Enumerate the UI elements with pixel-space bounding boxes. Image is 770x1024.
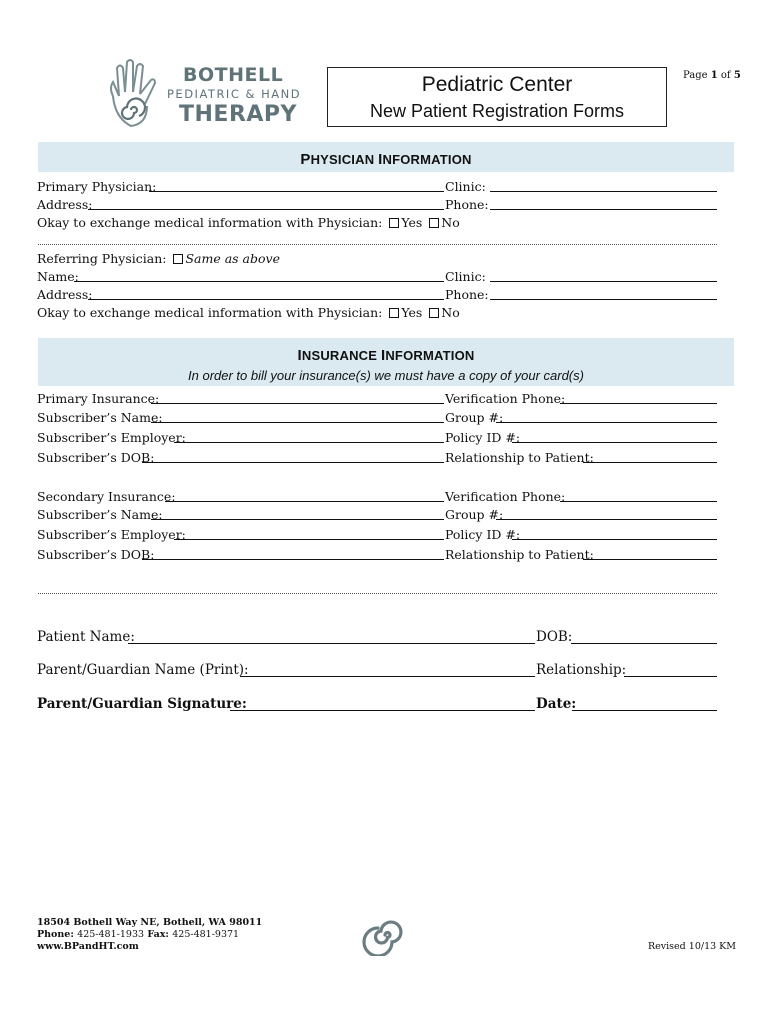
secondary-subscriber-employer-field[interactable] xyxy=(174,539,444,540)
guardian-relationship-field[interactable] xyxy=(624,676,717,677)
referring-physician-label: Referring Physician: xyxy=(37,251,167,266)
okay-exchange-row xyxy=(37,215,460,230)
address-label: Address: xyxy=(37,197,93,212)
same-as-above-label: Same as above xyxy=(185,251,280,266)
secondary-relationship-label: Relationship to Patient: xyxy=(445,547,594,562)
guardian-signature-label: Parent/Guardian Signature: xyxy=(37,696,247,712)
secondary-relationship-field[interactable] xyxy=(583,559,717,560)
hand-logo-icon xyxy=(105,58,167,130)
patient-dob-label: DOB: xyxy=(536,629,573,645)
primary-insurance-field[interactable] xyxy=(151,403,444,404)
page-subtitle: New Patient Registration Forms xyxy=(369,101,625,121)
yes-label: Yes xyxy=(401,215,423,230)
referring-address-label: Address: xyxy=(37,287,93,302)
yes-label: Yes xyxy=(401,305,423,320)
group-field[interactable] xyxy=(496,422,717,423)
footer-contact xyxy=(37,917,262,953)
signature-date-field[interactable] xyxy=(572,710,717,711)
subscriber-name-field[interactable] xyxy=(151,422,444,423)
physician-section-header xyxy=(38,142,734,172)
clinic-label: Clinic: xyxy=(445,179,486,194)
subscriber-name-label: Subscriber’s Name: xyxy=(37,410,163,425)
phone-label: Phone: xyxy=(445,197,489,212)
phone-field[interactable] xyxy=(490,209,717,210)
group-label: Group #: xyxy=(445,410,504,425)
verification-phone-field[interactable] xyxy=(560,403,717,404)
title-box xyxy=(327,67,667,127)
address-field[interactable] xyxy=(88,209,444,210)
secondary-insurance-label: Secondary Insurance: xyxy=(37,489,176,504)
secondary-policy-id-label: Policy ID #: xyxy=(445,527,521,542)
signature-date-label: Date: xyxy=(536,696,577,712)
page-number xyxy=(683,70,741,81)
referring-name-label: Name: xyxy=(37,269,79,284)
footer-website: www.BPandHT.com xyxy=(37,941,139,952)
secondary-group-label: Group #: xyxy=(445,507,504,522)
clinic-field[interactable] xyxy=(490,191,717,192)
referring-physician-row xyxy=(37,251,280,266)
divider xyxy=(38,593,717,594)
referring-phone-field[interactable] xyxy=(490,299,717,300)
policy-id-label: Policy ID #: xyxy=(445,430,521,445)
logo-line1: BOTHELL xyxy=(183,64,284,86)
page-current: 1 xyxy=(710,70,718,81)
secondary-policy-id-field[interactable] xyxy=(512,539,717,540)
guardian-relationship-label: Relationship: xyxy=(536,662,627,678)
referring-okay-exchange-row xyxy=(37,305,460,320)
referring-yes-checkbox[interactable] xyxy=(389,308,399,318)
insurance-section-header xyxy=(38,338,734,386)
relationship-to-patient-field[interactable] xyxy=(583,462,717,463)
guardian-name-label: Parent/Guardian Name (Print): xyxy=(37,662,249,678)
referring-phone-label: Phone: xyxy=(445,287,489,302)
guardian-signature-field[interactable] xyxy=(230,710,535,711)
physician-heading: PHYSICIAN INFORMATION xyxy=(300,151,472,168)
revised-note: Revised 10/13 KM xyxy=(648,941,737,952)
page-label: Page xyxy=(683,70,708,81)
insurance-heading: INSURANCE INFORMATION xyxy=(297,347,475,364)
secondary-subscriber-name-label: Subscriber’s Name: xyxy=(37,507,163,522)
secondary-subscriber-dob-field[interactable] xyxy=(142,559,444,560)
secondary-subscriber-dob-label: Subscriber’s DOB: xyxy=(37,547,155,562)
footer-address: 18504 Bothell Way NE, Bothell, WA 98011 xyxy=(37,917,263,928)
referring-clinic-field[interactable] xyxy=(490,281,717,282)
secondary-verification-phone-label: Verification Phone: xyxy=(445,489,566,504)
referring-no-checkbox[interactable] xyxy=(429,308,439,318)
same-as-above-checkbox[interactable] xyxy=(173,254,183,264)
insurance-note: In order to bill your insurance(s) we must have a copy of your card(s) xyxy=(188,368,584,383)
relationship-to-patient-label: Relationship to Patient: xyxy=(445,450,594,465)
okay-exchange-label: Okay to exchange medical information with Physician: xyxy=(37,305,383,320)
spiral-logo-icon xyxy=(362,914,408,956)
subscriber-dob-label: Subscriber’s DOB: xyxy=(37,450,155,465)
okay-exchange-label: Okay to exchange medical information with Physician: xyxy=(37,215,383,230)
logo-line3: THERAPY xyxy=(179,102,297,127)
page-title: Pediatric Center xyxy=(421,73,573,96)
no-label: No xyxy=(441,305,460,320)
no-checkbox[interactable] xyxy=(429,218,439,228)
subscriber-employer-field[interactable] xyxy=(174,442,444,443)
subscriber-employer-label: Subscriber’s Employer: xyxy=(37,430,186,445)
primary-physician-field[interactable] xyxy=(149,191,444,192)
logo-line2: PEDIATRIC & HAND xyxy=(167,87,302,101)
subscriber-dob-field[interactable] xyxy=(142,462,444,463)
patient-dob-field[interactable] xyxy=(571,643,717,644)
policy-id-field[interactable] xyxy=(512,442,717,443)
divider xyxy=(38,244,717,245)
secondary-group-field[interactable] xyxy=(496,519,717,520)
secondary-subscriber-employer-label: Subscriber’s Employer: xyxy=(37,527,186,542)
page-of: of xyxy=(720,70,731,81)
patient-name-field[interactable] xyxy=(128,643,535,644)
no-label: No xyxy=(441,215,460,230)
primary-physician-label: Primary Physician: xyxy=(37,179,157,194)
primary-insurance-label: Primary Insurance: xyxy=(37,391,160,406)
referring-name-field[interactable] xyxy=(74,281,444,282)
patient-name-label: Patient Name: xyxy=(37,629,135,645)
page-total: 5 xyxy=(733,70,741,81)
footer-phone-fax: Phone: 425-481-1933 Fax: 425-481-9371 xyxy=(37,929,240,940)
secondary-insurance-field[interactable] xyxy=(165,501,444,502)
secondary-subscriber-name-field[interactable] xyxy=(151,519,444,520)
verification-phone-label: Verification Phone: xyxy=(445,391,566,406)
referring-address-field[interactable] xyxy=(88,299,444,300)
secondary-verification-phone-field[interactable] xyxy=(560,501,717,502)
referring-clinic-label: Clinic: xyxy=(445,269,486,284)
logo xyxy=(105,58,315,132)
guardian-name-field[interactable] xyxy=(240,676,535,677)
yes-checkbox[interactable] xyxy=(389,218,399,228)
